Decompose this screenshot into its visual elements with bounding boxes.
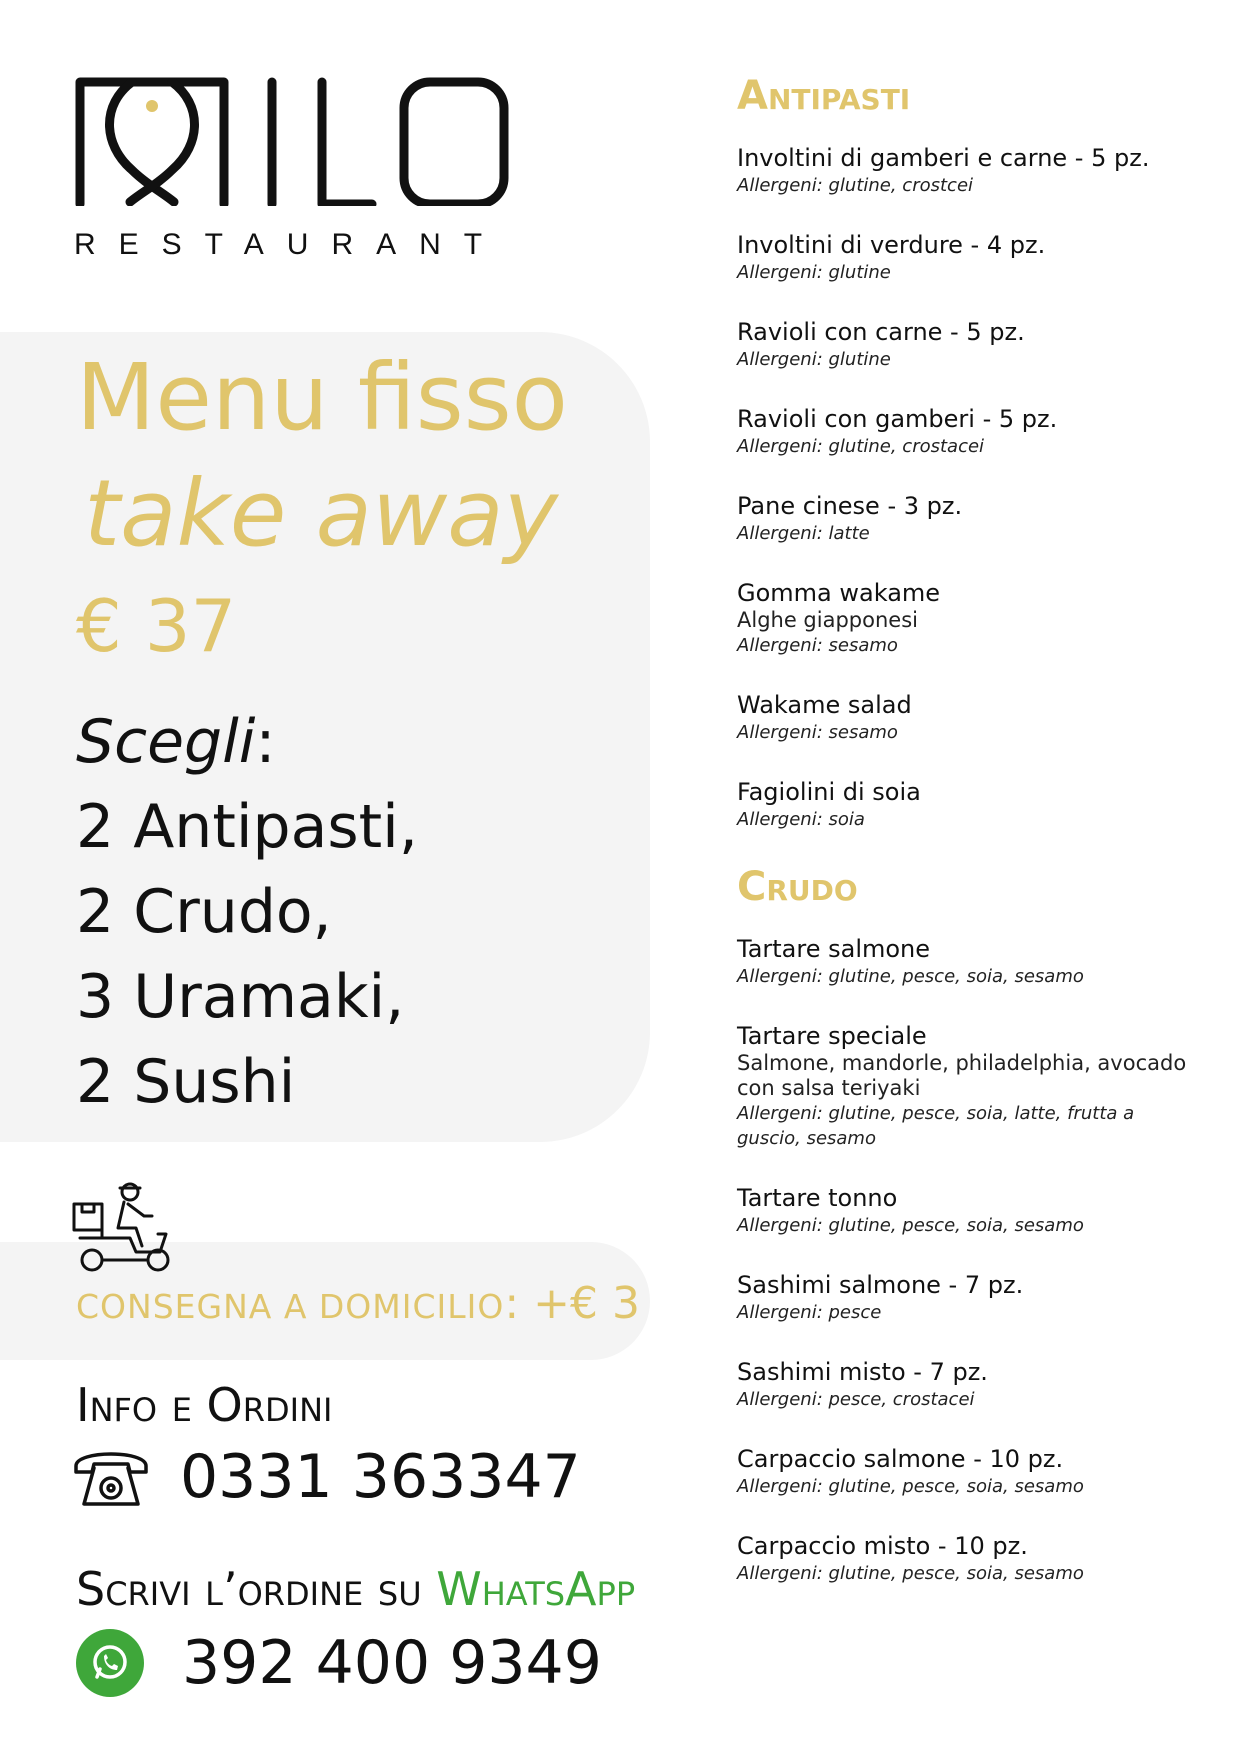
delivery-scooter-icon bbox=[72, 1182, 176, 1274]
menu-item bbox=[737, 1184, 1197, 1238]
choice-item: 2 Crudo, bbox=[76, 877, 332, 947]
logo-subtitle: RESTAURANT bbox=[74, 228, 506, 261]
item-allergens: Allergeni: glutine, pesce, soia, sesamo bbox=[737, 1215, 1084, 1236]
choose-colon: : bbox=[255, 707, 276, 777]
item-name: Carpaccio salmone - 10 pz. bbox=[737, 1445, 1064, 1473]
item-allergens: Allergeni: glutine bbox=[737, 262, 891, 283]
item-description: Alghe giapponesi bbox=[737, 608, 918, 632]
item-name: Involtini di verdure - 4 pz. bbox=[737, 231, 1046, 259]
item-name: Ravioli con gamberi - 5 pz. bbox=[737, 405, 1058, 433]
item-name: Fagiolini di soia bbox=[737, 778, 921, 806]
item-name: Tartare speciale bbox=[737, 1022, 927, 1050]
item-allergens: Allergeni: glutine, crostacei bbox=[737, 436, 985, 457]
item-name: Sashimi salmone - 7 pz. bbox=[737, 1271, 1024, 1299]
whatsapp-brand: WhatsApp bbox=[436, 1562, 636, 1616]
menu-item bbox=[737, 1532, 1197, 1586]
item-allergens: Allergeni: glutine, pesce, soia, sesamo bbox=[737, 1476, 1084, 1497]
item-allergens: Allergeni: glutine, pesce, soia, latte, frutta a guscio, sesamo bbox=[737, 1103, 1135, 1149]
choice-item: 2 Antipasti, bbox=[76, 792, 418, 862]
item-allergens: Allergeni: soia bbox=[737, 809, 865, 830]
whatsapp-icon bbox=[76, 1629, 144, 1697]
phone-row[interactable] bbox=[72, 1442, 581, 1512]
menu-item bbox=[737, 1271, 1197, 1325]
choice-item: 2 Sushi bbox=[76, 1047, 296, 1117]
menu-item bbox=[737, 579, 1197, 658]
item-allergens: Allergeni: sesamo bbox=[737, 722, 898, 743]
menu-item bbox=[737, 1445, 1197, 1499]
offer-subtitle: take away bbox=[84, 460, 559, 567]
menu-list bbox=[737, 74, 1197, 1619]
menu-item bbox=[737, 1358, 1197, 1412]
telephone-icon bbox=[72, 1444, 150, 1510]
item-allergens: Allergeni: pesce bbox=[737, 1302, 882, 1323]
choice-item: 3 Uramaki, bbox=[76, 962, 405, 1032]
menu-item bbox=[737, 935, 1197, 989]
item-allergens: Allergeni: latte bbox=[737, 523, 870, 544]
item-allergens: Allergeni: glutine bbox=[737, 349, 891, 370]
offer-choices bbox=[76, 700, 418, 1125]
menu-item bbox=[737, 492, 1197, 546]
section-crudo bbox=[737, 865, 1197, 1586]
restaurant-logo bbox=[74, 74, 510, 262]
item-name: Carpaccio misto - 10 pz. bbox=[737, 1532, 1028, 1560]
menu-item bbox=[737, 405, 1197, 459]
item-allergens: Allergeni: glutine, crostcei bbox=[737, 175, 974, 196]
item-name: Sashimi misto - 7 pz. bbox=[737, 1358, 988, 1386]
whatsapp-number[interactable]: 392 400 9349 bbox=[182, 1628, 602, 1698]
section-title: Crudo bbox=[737, 864, 858, 910]
menu-item bbox=[737, 691, 1197, 745]
phone-number[interactable]: 0331 363347 bbox=[180, 1442, 581, 1512]
info-title: Info e Ordini bbox=[76, 1378, 333, 1432]
item-name: Wakame salad bbox=[737, 691, 912, 719]
menu-item bbox=[737, 1022, 1197, 1151]
menu-item bbox=[737, 144, 1197, 198]
choose-heading bbox=[76, 700, 418, 785]
offer-price: € 37 bbox=[76, 584, 237, 668]
item-name: Tartare tonno bbox=[737, 1184, 898, 1212]
whatsapp-row[interactable] bbox=[76, 1628, 602, 1698]
item-name: Gomma wakame bbox=[737, 579, 941, 607]
item-name: Involtini di gamberi e carne - 5 pz. bbox=[737, 144, 1150, 172]
whatsapp-prefix: Scrivi l’ordine su bbox=[76, 1562, 437, 1616]
item-description: Salmone, mandorle, philadelphia, avocado con salsa teriyaki bbox=[737, 1051, 1187, 1100]
delivery-label: CONSEGNA A DOMICILIO bbox=[76, 1287, 505, 1326]
choose-lead: Scegli bbox=[76, 707, 256, 777]
menu-item bbox=[737, 318, 1197, 372]
item-allergens: Allergeni: sesamo bbox=[737, 635, 898, 656]
section-title: Antipasti bbox=[737, 73, 911, 119]
menu-item bbox=[737, 778, 1197, 832]
whatsapp-title bbox=[76, 1562, 635, 1616]
item-name: Pane cinese - 3 pz. bbox=[737, 492, 963, 520]
milo-logo-wordmark bbox=[74, 74, 510, 206]
item-allergens: Allergeni: glutine, pesce, soia, sesamo bbox=[737, 1563, 1084, 1584]
delivery-fee bbox=[76, 1278, 640, 1329]
item-allergens: Allergeni: pesce, crostacei bbox=[737, 1389, 975, 1410]
menu-item bbox=[737, 231, 1197, 285]
delivery-price: : +€ 3 bbox=[504, 1278, 640, 1329]
section-antipasti bbox=[737, 74, 1197, 832]
offer-title: Menu fisso bbox=[76, 344, 568, 451]
item-name: Ravioli con carne - 5 pz. bbox=[737, 318, 1025, 346]
item-allergens: Allergeni: glutine, pesce, soia, sesamo bbox=[737, 966, 1084, 987]
item-name: Tartare salmone bbox=[737, 935, 931, 963]
